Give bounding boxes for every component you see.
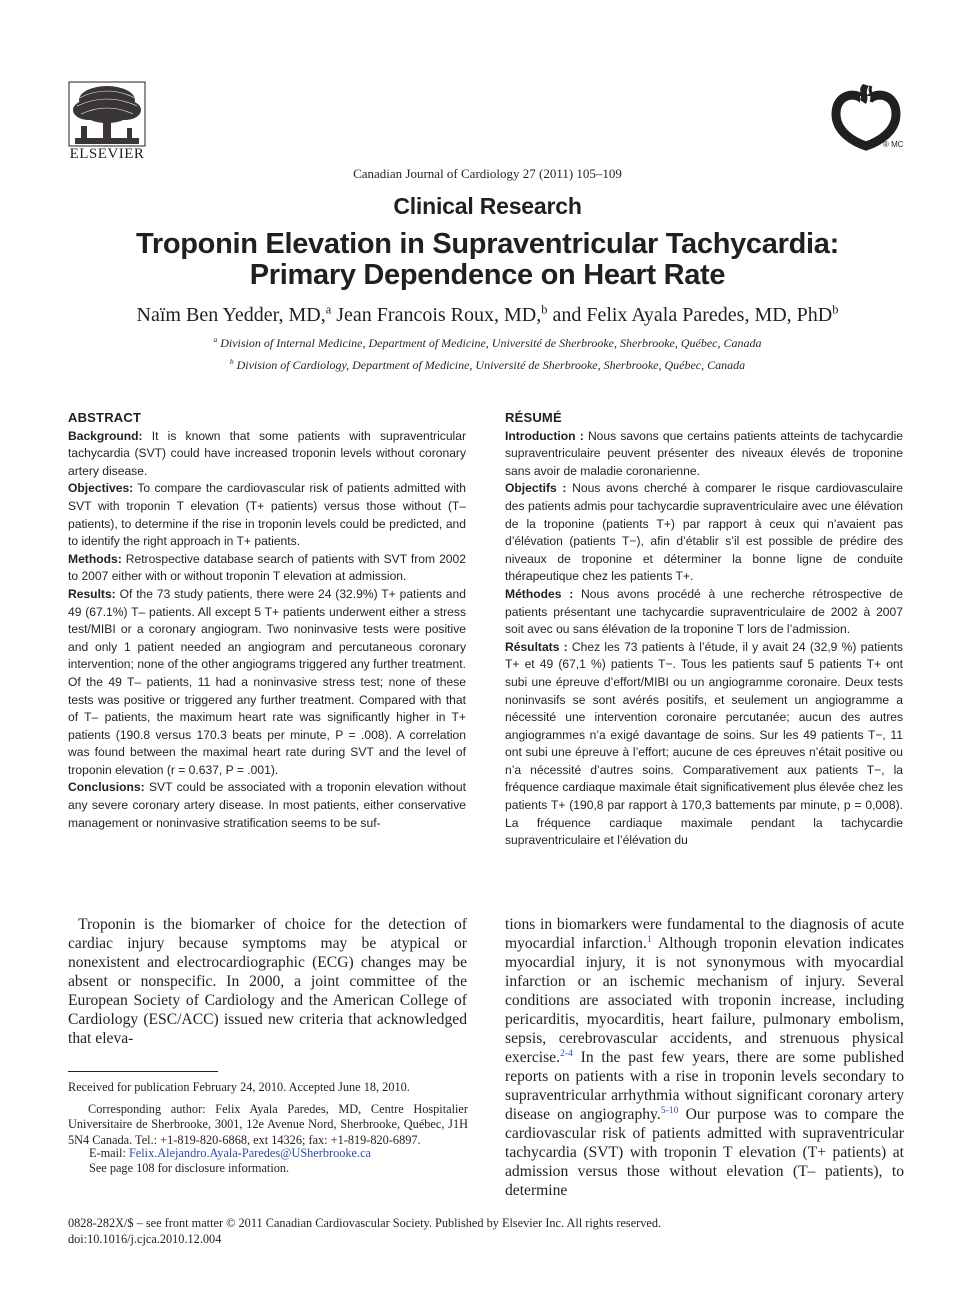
methods-label: Methods:	[68, 551, 122, 566]
resultats-text: Chez les 73 patients à l’étude, il y avait 24 (32,9 %) patients T+ et 49 (67,1 %) patients T−. Tous les patients sauf 5 patients T+ ont subi une épreuve d’effort/MIBI ou un angiogramme coronaire. Deux tests noninvasifs se sont avérés positifs, et seulement un angiogramme a nécessité une intervention coronaire percutanée; aucun des autres angiogrammes n’a exigé davantage de soins. Sur les 49 patients T−, 11 ont subi une épreuve à l’effort; aucune de ces épreuves n’était positive ou n’a nécessité d’autres soins. Comparativement aux patients T−, la fréquence cardiaque maximale était significativement plus élevée chez les patients T+ (190,8 par rapport à 170,3 battements par minute, p = 0,008). La fréquence cardiaque maximale pendant la tachycardie supraventriculaire et l’élévation du	[505, 639, 904, 848]
affiliation-b	[0, 358, 975, 373]
resume	[505, 409, 903, 850]
conclusions-text: SVT could be associated with a troponin elevation without any severe coronary artery disease. In most patients, either conservative management or noninvasive stratification seems to be suf-	[68, 780, 466, 830]
body-right-part-2: Although troponin elevation indicates myocardial injury, it is not synonymous with myocardial infarction or an ischemic mechanism of injury. Several conditions are associated with troponin increase, including pericarditis, myocarditis, heart failure, pulmonary embolism, sepsis, cerebrovascular accidents, and strenuous physical exercise.	[505, 935, 905, 1066]
introduction-label: Introduction :	[505, 428, 584, 443]
resume-objectifs	[505, 480, 903, 586]
journal-citation: Canadian Journal of Cardiology 27 (2011) 105–109	[353, 166, 622, 181]
affiliation-a	[0, 336, 975, 351]
author-1-affiliation: a	[325, 302, 332, 317]
author-2: Jean Francois Roux, MD,	[331, 304, 542, 326]
email-note	[89, 1146, 469, 1161]
body-text-right	[505, 915, 904, 1200]
body-text-left: Troponin is the biomarker of choice for the detection of cardiac injury because symptoms may be atypical or nonexistent and electrocardiographic (ECG) changes may be absent or nonspecific. In 2000, a joint committee of the European Society of Cardiology and the American College of Cardiology (ESC/ACC) issued new criteria that acknowledged that eleva-	[68, 916, 467, 1047]
body-right-part-4: Our purpose was to compare the cardiovascular risk of patients admitted with supraventricular tachycardia (SVT) with troponin T elevation (T+ patients) at admission versus those without elevation (T– patients), to determine	[505, 1106, 904, 1199]
reference-2-4-link[interactable]: 2-4	[559, 1047, 573, 1059]
results-label: Results:	[68, 586, 116, 601]
author-3-affiliation: b	[832, 302, 839, 317]
objectifs-label: Objectifs :	[505, 481, 567, 496]
author-3: and Felix Ayala Paredes, MD, PhD	[547, 304, 833, 326]
objectifs-text: Nous avons cherché à comparer le risque cardiovasculaire des patients admis pour tachycardie supraventriculaire avec une élévation de la troponine (patients T+) par rapport à ceux qui n’avaient pas d’élévation (patients T−), afin d’établir s’il est possible de prédire des niveaux de troponine et déterminer la bonne ligne de conduite thérapeutique chez les patients T+.	[505, 481, 904, 584]
abstract	[68, 409, 466, 832]
copyright-line: 0828-282X/$ – see front matter © 2011 Canadian Cardiovascular Society. Published by Elsevier Inc. All rights reserved.	[68, 1216, 662, 1230]
reference-1-link[interactable]: 1	[646, 933, 652, 945]
author-1: Naïm Ben Yedder, MD,	[136, 304, 326, 326]
introduction-text: Nous savons que certains patients atteints de tachycardie supraventriculaire peuvent présenter des niveaux élevés de troponine sans avoir de maladie coronarienne.	[505, 428, 903, 478]
abstract-conclusions	[68, 779, 466, 832]
methods-text: Retrospective database search of patients with SVT from 2002 to 2007 either with or without troponin T elevation at admission.	[68, 551, 466, 584]
background-text: It is known that some patients with supraventricular tachycardia (SVT) could have increased troponin levels without coronary artery disease.	[68, 428, 466, 478]
email-link[interactable]: Felix.Alejandro.Ayala-Paredes@USherbrooke.ca	[128, 1146, 371, 1160]
abstract-objectives	[68, 480, 466, 550]
corresponding-author-note: Corresponding author: Felix Ayala Paredes, MD, Centre Hospitalier Universitaire de Sherbrooke, 3001, 12e Avenue Nord, Sherbrooke, Québec, J1H 5N4 Canada. Tel.: +1-819-820-6868, ext 14326; fax: +1-819-820-6897.	[68, 1102, 468, 1147]
abstract-heading: ABSTRACT	[68, 410, 142, 425]
objectives-label: Objectives:	[68, 481, 134, 496]
methodes-label: Méthodes :	[505, 586, 574, 601]
publisher-name: ELSEVIER	[69, 146, 145, 162]
abstract-methods	[68, 551, 466, 586]
section-label: Clinical Research	[393, 193, 582, 219]
results-text: Of the 73 study patients, there were 24 (32.9%) T+ patients and 49 (67.1%) T– patients. All except 5 T+ patients underwent either a stress test/MIBI or a coronary angiogram. Two noninvasive tests were positive and only 1 patient needed an angiogram and percutaneous coronary intervention; none of the other angiograms triggered any further treatment. Of the 49 T– patients, 11 had a noninvasive stress test; none of these tests was positive or triggered any further treatment. Compared with that of T– patients, the maximum heart rate was significantly higher in T+ patients (190.8 versus 170.3 beats per minute, P = .008). A correlation was found between the maximal heart rate during SVT and the level of troponin elevation (r = 0.637, P = .001).	[68, 586, 466, 777]
disclosure-note: See page 108 for disclosure information.	[89, 1161, 290, 1175]
methodes-text: Nous avons procédé à une recherche rétrospective de patients présentant une tachycardie supraventriculaire de 2002 à 2007 soit avec ou sans élévation de la troponine T lors de l’admission.	[505, 586, 903, 637]
affiliation-b-marker: b	[229, 357, 234, 366]
abstract-background	[68, 428, 466, 481]
title-line-1: Troponin Elevation in Supraventricular Tachycardia:	[136, 228, 839, 260]
author-list	[0, 304, 975, 327]
reference-5-10-link[interactable]: 5-10	[660, 1104, 679, 1116]
email-label: E-mail:	[89, 1146, 129, 1160]
resultats-label: Résultats :	[505, 639, 568, 654]
affiliation-a-text: Division of Internal Medicine, Department of Medicine, Université de Sherbrooke, Sherbrooke, Québec, Canada	[217, 336, 762, 350]
resume-resultats	[505, 639, 903, 850]
author-2-affiliation: b	[541, 302, 548, 317]
affiliation-b-text: Division of Cardiology, Department of Medicine, Université de Sherbrooke, Sherbrooke, Québec, Canada	[233, 358, 746, 372]
abstract-results	[68, 586, 466, 780]
title-line-2: Primary Dependence on Heart Rate	[249, 259, 726, 291]
body-right-part-1: tions in biomarkers were fundamental to the diagnosis of acute myocardial infarction.	[505, 916, 904, 952]
conclusions-label: Conclusions:	[68, 780, 145, 795]
resume-introduction	[505, 428, 903, 481]
objectives-text: To compare the cardiovascular risk of patients admitted with SVT with troponin T elevation (T+ patients) versus those without (T– patients), to determine if the rise in troponin levels could be predicted, and to identify the right approach in T+ patients.	[68, 481, 466, 549]
resume-methodes	[505, 586, 903, 639]
affiliation-a-marker: a	[213, 335, 218, 344]
body-right-part-3: In the past few years, there are some published reports on patients with a rise in troponin levels secondary to supraventricular arrhythmia without significant coronary artery disease on angiography.	[505, 1049, 904, 1123]
doi-line: doi:10.1016/j.cjca.2010.12.004	[68, 1232, 222, 1246]
background-label: Background:	[68, 428, 143, 443]
article-title	[0, 229, 975, 291]
footnote-divider	[68, 1071, 218, 1072]
trademark-mark: ® MC	[883, 140, 904, 149]
resume-heading: RÉSUMÉ	[505, 410, 562, 425]
received-note: Received for publication February 24, 2010. Accepted June 18, 2010.	[68, 1080, 410, 1094]
